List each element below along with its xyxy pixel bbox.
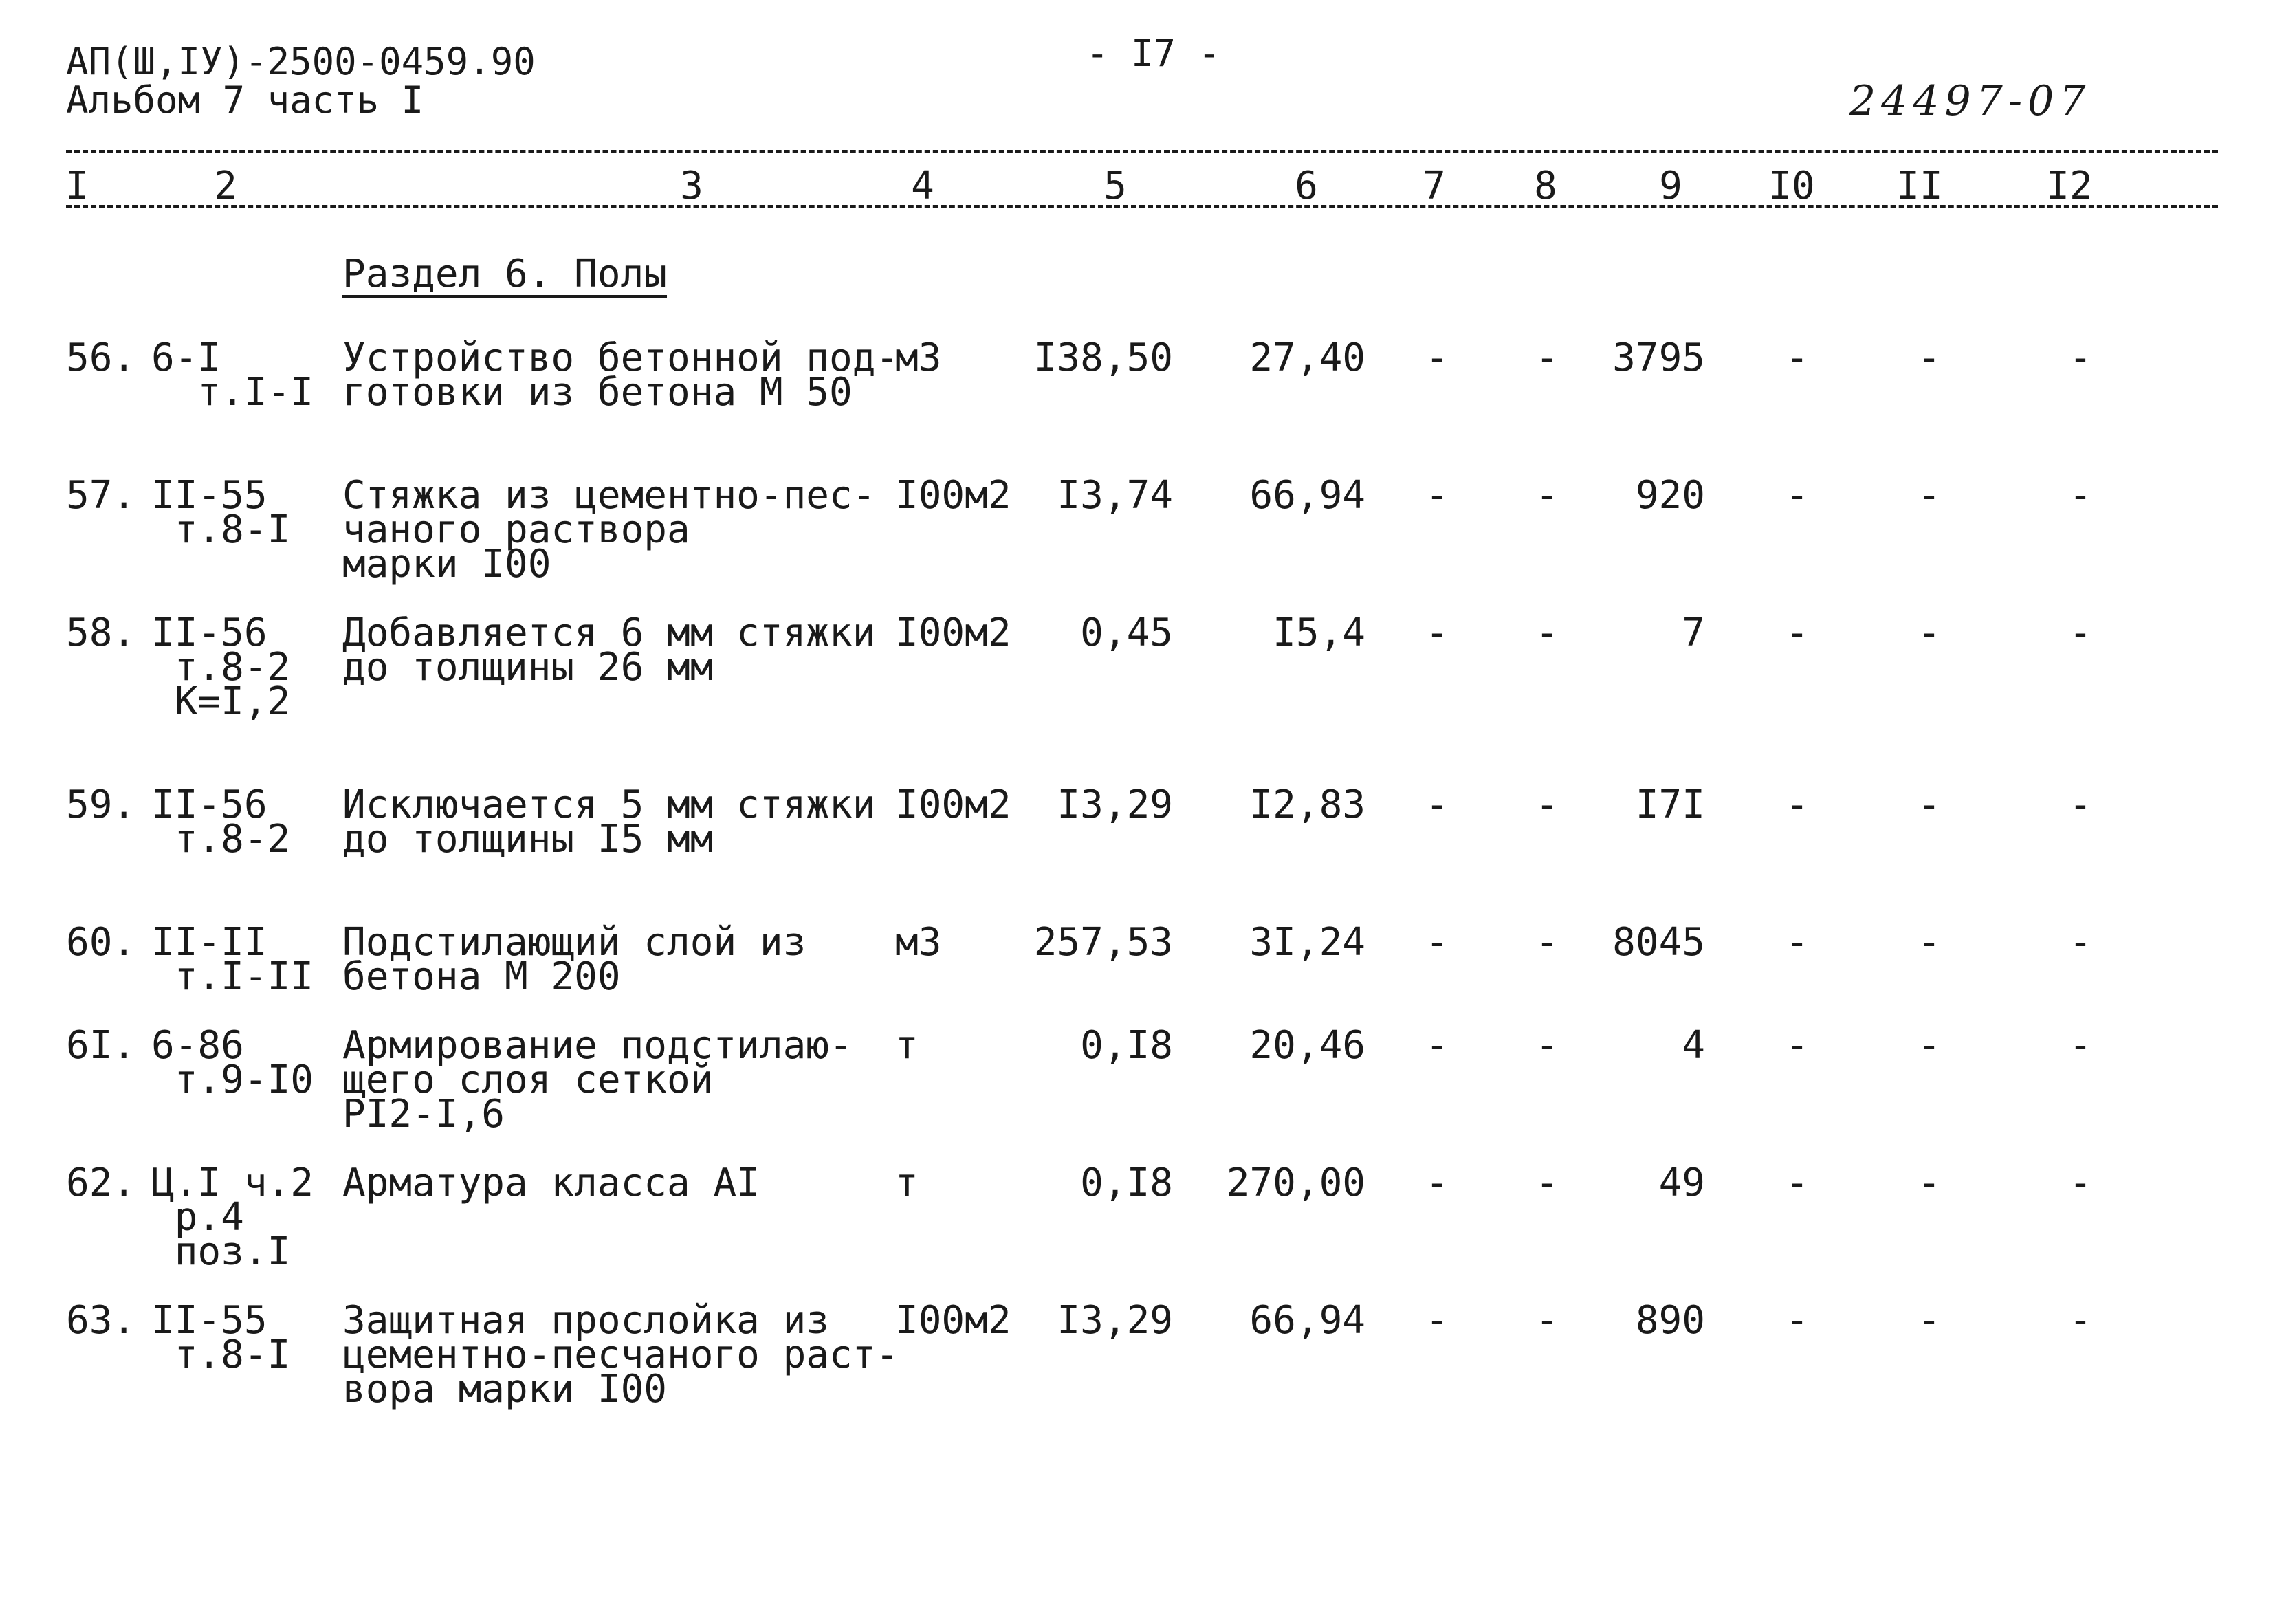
column-number: 6 — [1295, 164, 1318, 208]
row-description: Подстилающий слой из бетона М 200 — [342, 920, 806, 999]
row-quantity: I3,29 — [1057, 782, 1173, 827]
row-description: Стяжка из цементно-пес- чаного раствора марки I00 — [342, 473, 876, 586]
row-total: 7 — [1682, 611, 1705, 655]
row-col11: - — [1918, 920, 1941, 965]
row-col7: - — [1425, 611, 1449, 655]
column-number: I — [65, 164, 89, 208]
row-reference: II-55 т.8-I — [151, 1298, 291, 1377]
row-total: 8045 — [1612, 920, 1705, 965]
row-col10: - — [1786, 782, 1809, 827]
row-reference: II-56 т.8-2 — [151, 782, 291, 862]
column-number: 9 — [1659, 164, 1682, 208]
row-col8: - — [1535, 1298, 1559, 1343]
row-col10: - — [1786, 1023, 1809, 1068]
row-col7: - — [1425, 1298, 1449, 1343]
row-total: I7I — [1635, 782, 1705, 827]
row-number: 57. — [66, 473, 136, 518]
row-col10: - — [1786, 473, 1809, 518]
column-number: 4 — [911, 164, 934, 208]
row-col10: - — [1786, 336, 1809, 380]
row-total: 49 — [1658, 1161, 1705, 1205]
section-title: Раздел 6. Полы — [342, 252, 668, 296]
row-col8: - — [1535, 473, 1559, 518]
column-number: 3 — [680, 164, 703, 208]
row-total: 4 — [1682, 1023, 1705, 1068]
row-quantity: 0,I8 — [1080, 1023, 1173, 1068]
row-quantity: I38,50 — [1033, 336, 1173, 380]
column-number: 8 — [1534, 164, 1557, 208]
row-col11: - — [1918, 1023, 1941, 1068]
row-col8: - — [1535, 920, 1559, 965]
row-quantity: 0,I8 — [1080, 1161, 1173, 1205]
row-unit-price: 3I,24 — [1249, 920, 1365, 965]
row-description: Защитная прослойка из цементно-песчаного раст- вора марки I00 — [342, 1298, 899, 1412]
document-code: АП(Ш,IУ)-2500-0459.90 — [66, 40, 536, 83]
row-unit: т — [895, 1023, 919, 1068]
row-col10: - — [1786, 1161, 1809, 1205]
column-number: I0 — [1768, 164, 1815, 208]
row-total: 3795 — [1612, 336, 1705, 380]
row-number: 56. — [66, 336, 136, 380]
row-unit: т — [895, 1161, 919, 1205]
row-number: 58. — [66, 611, 136, 655]
row-col7: - — [1425, 920, 1449, 965]
row-description: Армирование подстилаю- щего слоя сеткой РI2-I,6 — [342, 1023, 853, 1137]
row-unit: I00м2 — [895, 611, 1011, 655]
row-reference: II-55 т.8-I — [151, 473, 291, 552]
row-col12: - — [2069, 1023, 2092, 1068]
row-col8: - — [1535, 611, 1559, 655]
row-col12: - — [2069, 1161, 2092, 1205]
row-col7: - — [1425, 1023, 1449, 1068]
row-total: 920 — [1635, 473, 1705, 518]
row-col10: - — [1786, 611, 1809, 655]
row-unit-price: 20,46 — [1249, 1023, 1365, 1068]
header-bottom-rule — [66, 205, 2218, 208]
row-col12: - — [2069, 1298, 2092, 1343]
handwritten-registration-number: 24497-07 — [1849, 77, 2091, 125]
row-reference: II-II т.I-II — [151, 920, 314, 999]
album-label: Альбом 7 часть I — [66, 78, 424, 122]
row-total: 890 — [1635, 1298, 1705, 1343]
row-col12: - — [2069, 782, 2092, 827]
row-col7: - — [1425, 1161, 1449, 1205]
row-description: Устройство бетонной под- готовки из бетона М 50 — [342, 336, 899, 415]
row-col12: - — [2069, 611, 2092, 655]
row-unit-price: I5,4 — [1273, 611, 1365, 655]
column-number: I2 — [2046, 164, 2093, 208]
row-col11: - — [1918, 473, 1941, 518]
row-unit: м3 — [895, 920, 942, 965]
row-col12: - — [2069, 336, 2092, 380]
row-col11: - — [1918, 1161, 1941, 1205]
row-reference: II-56 т.8-2 К=I,2 — [151, 611, 291, 724]
row-col11: - — [1918, 611, 1941, 655]
row-quantity: 0,45 — [1080, 611, 1173, 655]
row-col11: - — [1918, 1298, 1941, 1343]
row-col12: - — [2069, 473, 2092, 518]
row-col7: - — [1425, 336, 1449, 380]
row-reference: 6-86 т.9-I0 — [151, 1023, 314, 1102]
row-unit-price: 66,94 — [1249, 1298, 1365, 1343]
row-number: 60. — [66, 920, 136, 965]
row-unit-price: I2,83 — [1249, 782, 1365, 827]
row-number: 62. — [66, 1161, 136, 1205]
column-number: 2 — [214, 164, 237, 208]
row-quantity: I3,74 — [1057, 473, 1173, 518]
row-col11: - — [1918, 336, 1941, 380]
row-unit: I00м2 — [895, 1298, 1011, 1343]
column-number: 5 — [1103, 164, 1127, 208]
row-quantity: 257,53 — [1033, 920, 1173, 965]
column-number: 7 — [1423, 164, 1446, 208]
header-top-rule — [66, 150, 2218, 153]
row-col10: - — [1786, 1298, 1809, 1343]
row-number: 6I. — [66, 1023, 136, 1068]
row-col12: - — [2069, 920, 2092, 965]
row-col11: - — [1918, 782, 1941, 827]
page-number: - I7 - — [1086, 32, 1221, 75]
row-col7: - — [1425, 473, 1449, 518]
row-unit-price: 66,94 — [1249, 473, 1365, 518]
row-description: Добавляется 6 мм стяжки до толщины 26 мм — [342, 611, 876, 690]
column-number: II — [1896, 164, 1943, 208]
row-unit-price: 270,00 — [1226, 1161, 1365, 1205]
row-number: 59. — [66, 782, 136, 827]
row-col8: - — [1535, 1023, 1559, 1068]
row-col10: - — [1786, 920, 1809, 965]
row-reference: Ц.I ч.2 р.4 поз.I — [151, 1161, 314, 1274]
row-quantity: I3,29 — [1057, 1298, 1173, 1343]
row-col7: - — [1425, 782, 1449, 827]
row-col8: - — [1535, 782, 1559, 827]
row-reference: 6-I т.I-I — [151, 336, 314, 415]
row-number: 63. — [66, 1298, 136, 1343]
row-unit-price: 27,40 — [1249, 336, 1365, 380]
row-description: Арматура класса АI — [342, 1161, 760, 1205]
row-description: Исключается 5 мм стяжки до толщины I5 мм — [342, 782, 876, 862]
row-col8: - — [1535, 336, 1559, 380]
row-unit: I00м2 — [895, 782, 1011, 827]
row-col8: - — [1535, 1161, 1559, 1205]
row-unit: м3 — [895, 336, 942, 380]
row-unit: I00м2 — [895, 473, 1011, 518]
